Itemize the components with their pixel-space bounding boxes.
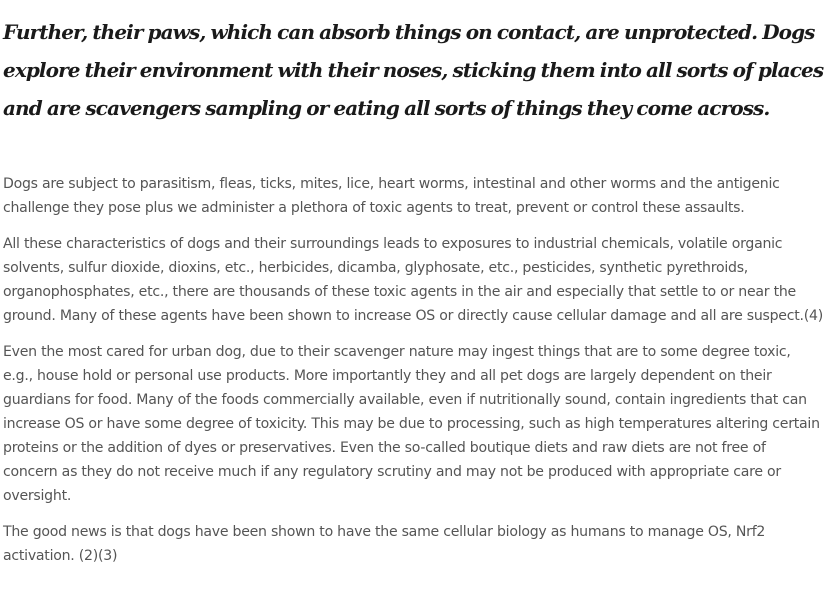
pull-quote: Further, their paws, which can absorb things on contact, are unprotected. Dogs explore their environment with their noses, sticking them into all sorts of places and are scavengers sampling or eating all sorts of things they come across. <box>3 20 824 120</box>
paragraph-parasitism: Dogs are subject to parasitism, fleas, ticks, mites, lice, heart worms, intestinal and other worms and the antigenic challenge they pose plus we administer a plethora of toxic agents to treat, prevent or control these assaults. <box>3 176 780 216</box>
article-body <box>3 0 825 568</box>
paragraph-good-news: The good news is that dogs have been shown to have the same cellular biology as humans to manage OS, Nrf2 activation. (2)(3) <box>3 524 766 564</box>
paragraph-diet-toxicity: Even the most cared for urban dog, due to their scavenger nature may ingest things that are to some degree toxic, e.g., house hold or personal use products. More importantly they and all pet dogs are largely dependent on their guardians for food. Many of the foods commercially available, even if nutritionally sound, contain ingredients that can increase OS or have some degree of toxicity. This may be due to processing, such as high temperatures altering certain proteins or the addition of dyes or preservatives. Even the so-called boutique diets and raw diets are not free of concern as they do not receive much if any regulatory scrutiny and may not be produced with appropriate care or oversight. <box>3 344 820 504</box>
paragraph-chemical-exposures: All these characteristics of dogs and their surroundings leads to exposures to industrial chemicals, volatile organic solvents, sulfur dioxide, dioxins, etc., herbicides, dicamba, glyphosate, etc., pesticides, synthetic pyrethroids, organophosphates, etc., there are thousands of these toxic agents in the air and especially that settle to or near the ground. Many of these agents have been shown to increase OS or directly cause cellular damage and all are suspect.(4) <box>3 236 823 324</box>
